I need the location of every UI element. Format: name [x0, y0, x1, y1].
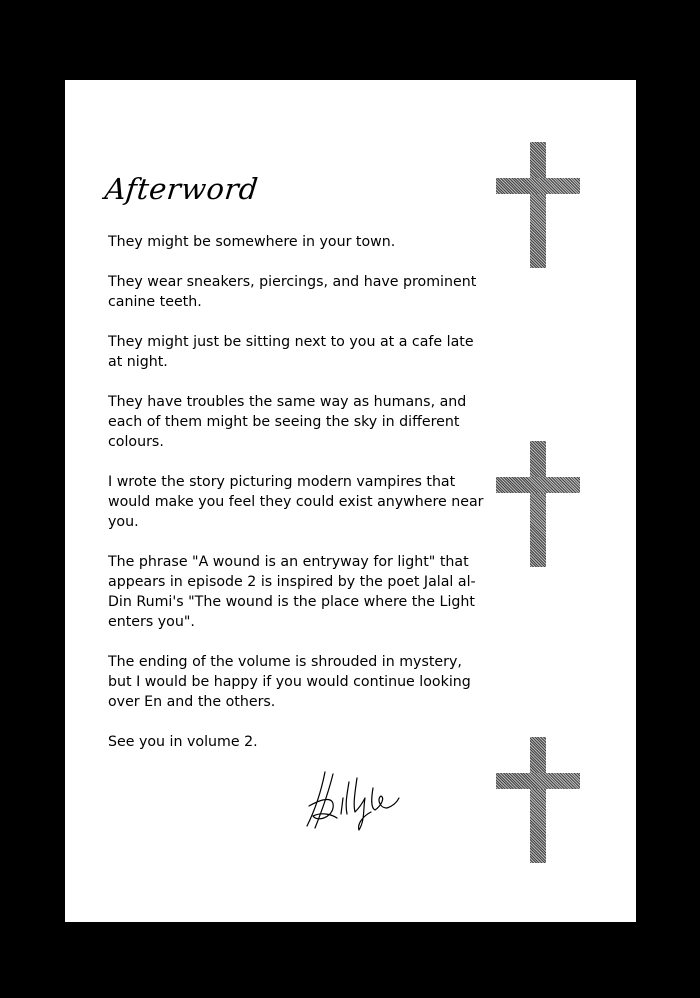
- cross-icon: [496, 737, 580, 863]
- afterword-body: [108, 232, 488, 772]
- paragraph: The phrase "A wound is an entryway for light" that appears in episode 2 is inspired by the poet Jalal al-Din Rumi's "The wound is the place where the Light enters you".: [108, 554, 476, 630]
- afterword-page: [65, 80, 636, 922]
- paragraph: See you in volume 2.: [108, 734, 258, 750]
- signature: [303, 768, 403, 833]
- paragraph: The ending of the volume is shrouded in mystery, but I would be happy if you would continue looking over En and the others.: [108, 654, 471, 710]
- page-title: Afterword: [103, 172, 260, 206]
- paragraph: They might just be sitting next to you at a cafe late at night.: [108, 334, 474, 370]
- cross-icon: [496, 441, 580, 567]
- paragraph: They wear sneakers, piercings, and have prominent canine teeth.: [108, 274, 477, 310]
- paragraph: They have troubles the same way as humans, and each of them might be seeing the sky in different colours.: [108, 394, 467, 450]
- paragraph: They might be somewhere in your town.: [108, 234, 396, 250]
- paragraph: I wrote the story picturing modern vampires that would make you feel they could exist anywhere near you.: [108, 474, 484, 530]
- cross-icon: [496, 142, 580, 268]
